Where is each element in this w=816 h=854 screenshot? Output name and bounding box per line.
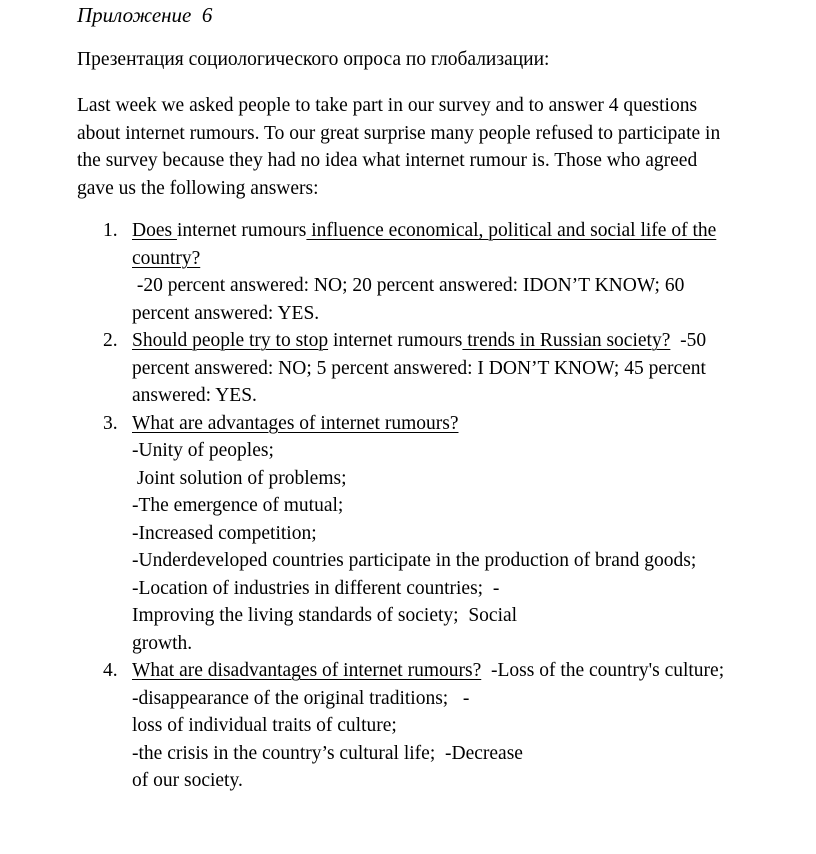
answer-line: Joint solution of problems; bbox=[132, 467, 347, 489]
question-underlined-part: Should people try to stop bbox=[132, 330, 329, 351]
question-plain-part: internet rumours bbox=[328, 330, 463, 351]
answer-line: -The emergence of mutual; bbox=[132, 495, 344, 516]
question-text-continued bbox=[132, 245, 799, 273]
intro-line: the survey because they had no idea what internet rumour is. Those who agreed bbox=[77, 150, 698, 171]
question-underlined-part: What are advantages of internet rumours? bbox=[132, 412, 459, 434]
question-underlined-part: What are disadvantages of internet rumours? bbox=[132, 660, 482, 681]
question-plain-part: -50 bbox=[670, 330, 707, 351]
appendix-label: Приложение 6 bbox=[77, 3, 213, 27]
question-item-1 bbox=[77, 217, 799, 327]
intro-line: about internet rumours. To our great surprise many people refused to participate in bbox=[77, 122, 721, 144]
question-underlined-part: Does bbox=[132, 220, 177, 241]
document-title: Презентация социологического опроса по глобализации: bbox=[77, 49, 550, 70]
question-plain-part: -Loss of the country's culture; bbox=[481, 660, 725, 681]
question-number: 2. bbox=[103, 330, 118, 351]
answer-line: growth. bbox=[132, 632, 193, 654]
question-number: 4. bbox=[103, 660, 118, 681]
question-number: 1. bbox=[103, 220, 118, 241]
answer-line: -Unity of peoples; bbox=[132, 440, 274, 461]
answer-line: percent answered: YES. bbox=[132, 302, 320, 324]
answer-line: -Increased competition; bbox=[132, 522, 317, 544]
answer-line: loss of individual traits of culture; bbox=[132, 715, 397, 736]
answer-line: answered: YES. bbox=[132, 385, 257, 406]
question-item-2 bbox=[77, 327, 799, 410]
question-list bbox=[77, 217, 799, 795]
answer-line: -20 percent answered: NO; 20 percent answered: IDON’T KNOW; 60 bbox=[132, 275, 685, 296]
question-text bbox=[132, 327, 799, 355]
answer-line: -disappearance of the original traditions; - bbox=[132, 687, 470, 709]
answer-line: of our society. bbox=[132, 770, 243, 791]
question-plain-part: internet rumours bbox=[176, 220, 307, 241]
question-underlined-part: country? bbox=[132, 247, 201, 269]
answer-line: Improving the living standards of society; Social bbox=[132, 605, 518, 626]
answer-line: percent answered: NO; 5 percent answered: I DON’T KNOW; 45 percent bbox=[132, 357, 706, 379]
question-text bbox=[132, 410, 799, 438]
answer-line: -Underdeveloped countries participate in the production of brand goods; bbox=[132, 550, 697, 571]
answer-line: -Location of industries in different countries; - bbox=[132, 577, 500, 599]
question-text bbox=[132, 657, 799, 685]
question-item-4 bbox=[77, 657, 799, 795]
question-number: 3. bbox=[103, 412, 118, 434]
intro-line: gave us the following answers: bbox=[77, 177, 319, 199]
intro-paragraph bbox=[77, 92, 799, 202]
question-text bbox=[132, 217, 799, 245]
question-item-3 bbox=[77, 410, 799, 658]
answer-line: -the crisis in the country’s cultural life; -Decrease bbox=[132, 742, 523, 764]
intro-line: Last week we asked people to take part in our survey and to answer 4 questions bbox=[77, 95, 698, 116]
question-underlined-part: influence economical, political and social life of the bbox=[306, 220, 717, 241]
question-underlined-part: trends in Russian society? bbox=[462, 330, 671, 351]
